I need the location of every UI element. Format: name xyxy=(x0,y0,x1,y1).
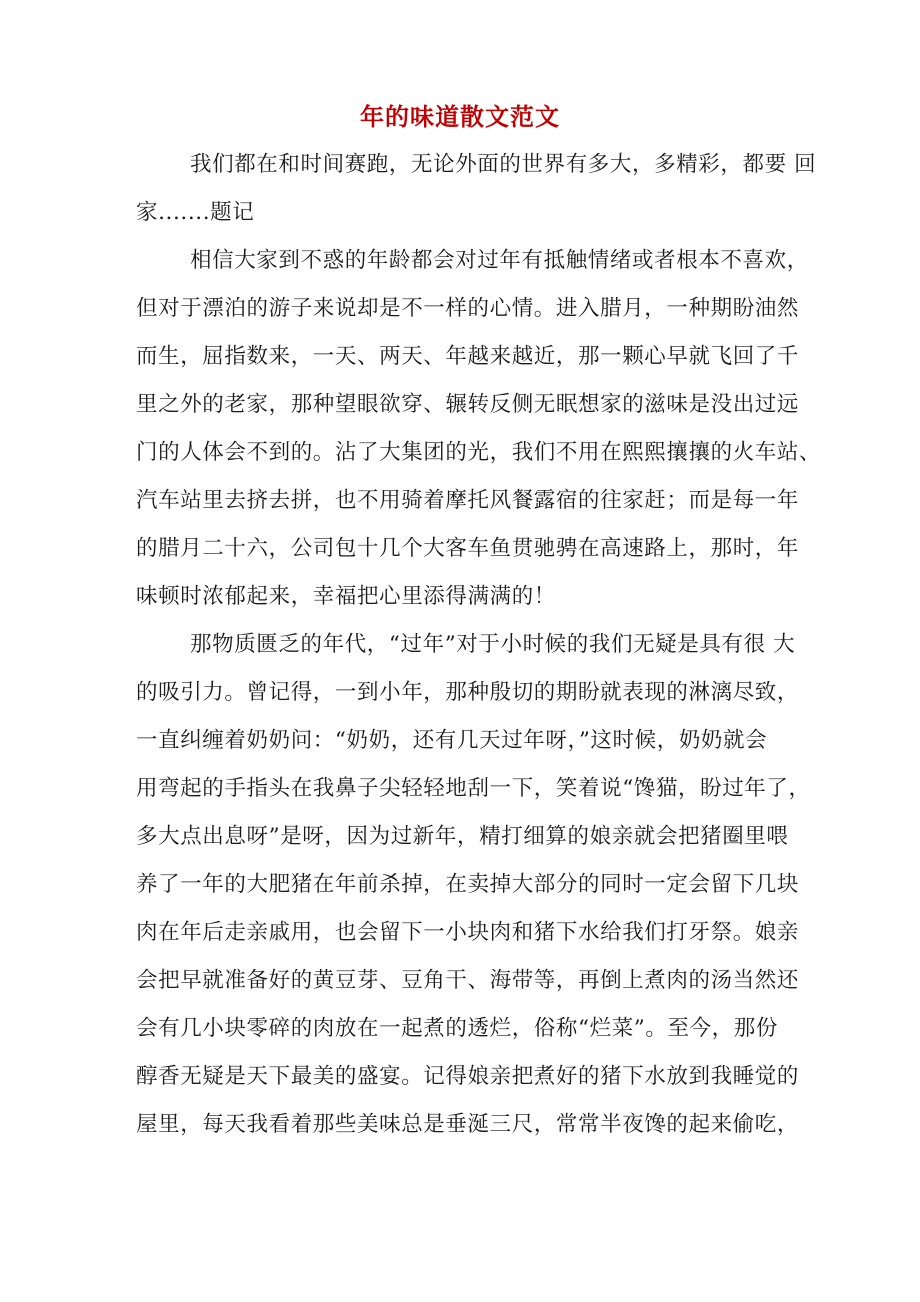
paragraph-line: 养了一年的大肥猪在年前杀掉，在卖掉大部分的同时一定会留下几块 xyxy=(136,872,800,897)
paragraph-line: 里之外的老家，那种望眼欲穿、辗转反侧无眠想家的滋味是没出过远 xyxy=(136,392,800,417)
paragraph-line: 肉在年后走亲戚用，也会留下一小块肉和猪下水给我们打牙祭。娘亲 xyxy=(136,920,800,945)
paragraph-line: 我们都在和时间赛跑，无论外面的世界有多大，多精彩，都要 回 xyxy=(190,152,817,177)
paragraph-line: 会把早就准备好的黄豆芽、豆角干、海带等，再倒上煮肉的汤当然还 xyxy=(136,968,800,993)
paragraph-line: 味顿时浓郁起来，幸福把心里添得满满的！ xyxy=(136,584,556,609)
paragraph-line: 那物质匮乏的年代，“过年”对于小时候的我们无疑是具有很 大 xyxy=(190,632,796,657)
paragraph-line: 一直纠缠着奶奶问：“奶奶，还有几天过年呀，”这时候，奶奶就会 xyxy=(136,728,768,753)
paragraph-line: 门的人体会不到的。沾了大集团的光，我们不用在熙熙攘攘的火车站、 xyxy=(136,440,822,465)
paragraph-line: 相信大家到不惑的年龄都会对过年有抵触情绪或者根本不喜欢， xyxy=(190,248,809,273)
document-title: 年的味道散文范文 xyxy=(360,102,560,131)
paragraph-line: 多大点出息呀”是呀，因为过新年，精打细算的娘亲就会把猪圈里喂 xyxy=(136,824,789,849)
paragraph-line: 醇香无疑是天下最美的盛宴。记得娘亲把煮好的猪下水放到我睡觉的 xyxy=(136,1064,800,1089)
paragraph-line: 的腊月二十六，公司包十几个大客车鱼贯驰骋在高速路上，那时，年 xyxy=(136,536,800,561)
paragraph-line: 用弯起的手指头在我鼻子尖轻轻地刮一下，笑着说“馋猫，盼过年了， xyxy=(136,776,811,801)
paragraph-line: 屋里，每天我看着那些美味总是垂涎三尺，常常半夜馋的起来偷吃， xyxy=(136,1112,800,1137)
paragraph-line: 家.......题记 xyxy=(136,200,255,225)
paragraph-line: 而生，屈指数来，一天、两天、年越来越近，那一颗心早就飞回了千 xyxy=(136,344,800,369)
paragraph-line: 但对于漂泊的游子来说却是不一样的心情。进入腊月，一种期盼油然 xyxy=(136,296,800,321)
paragraph-line: 会有几小块零碎的肉放在一起煮的透烂，俗称“烂菜”。至今，那份 xyxy=(136,1016,778,1041)
paragraph-line: 的吸引力。曾记得，一到小年，那种殷切的期盼就表现的淋漓尽致， xyxy=(136,680,800,705)
paragraph-line: 汽车站里去挤去拼，也不用骑着摩托风餐露宿的往家赶；而是每一年 xyxy=(136,488,800,513)
